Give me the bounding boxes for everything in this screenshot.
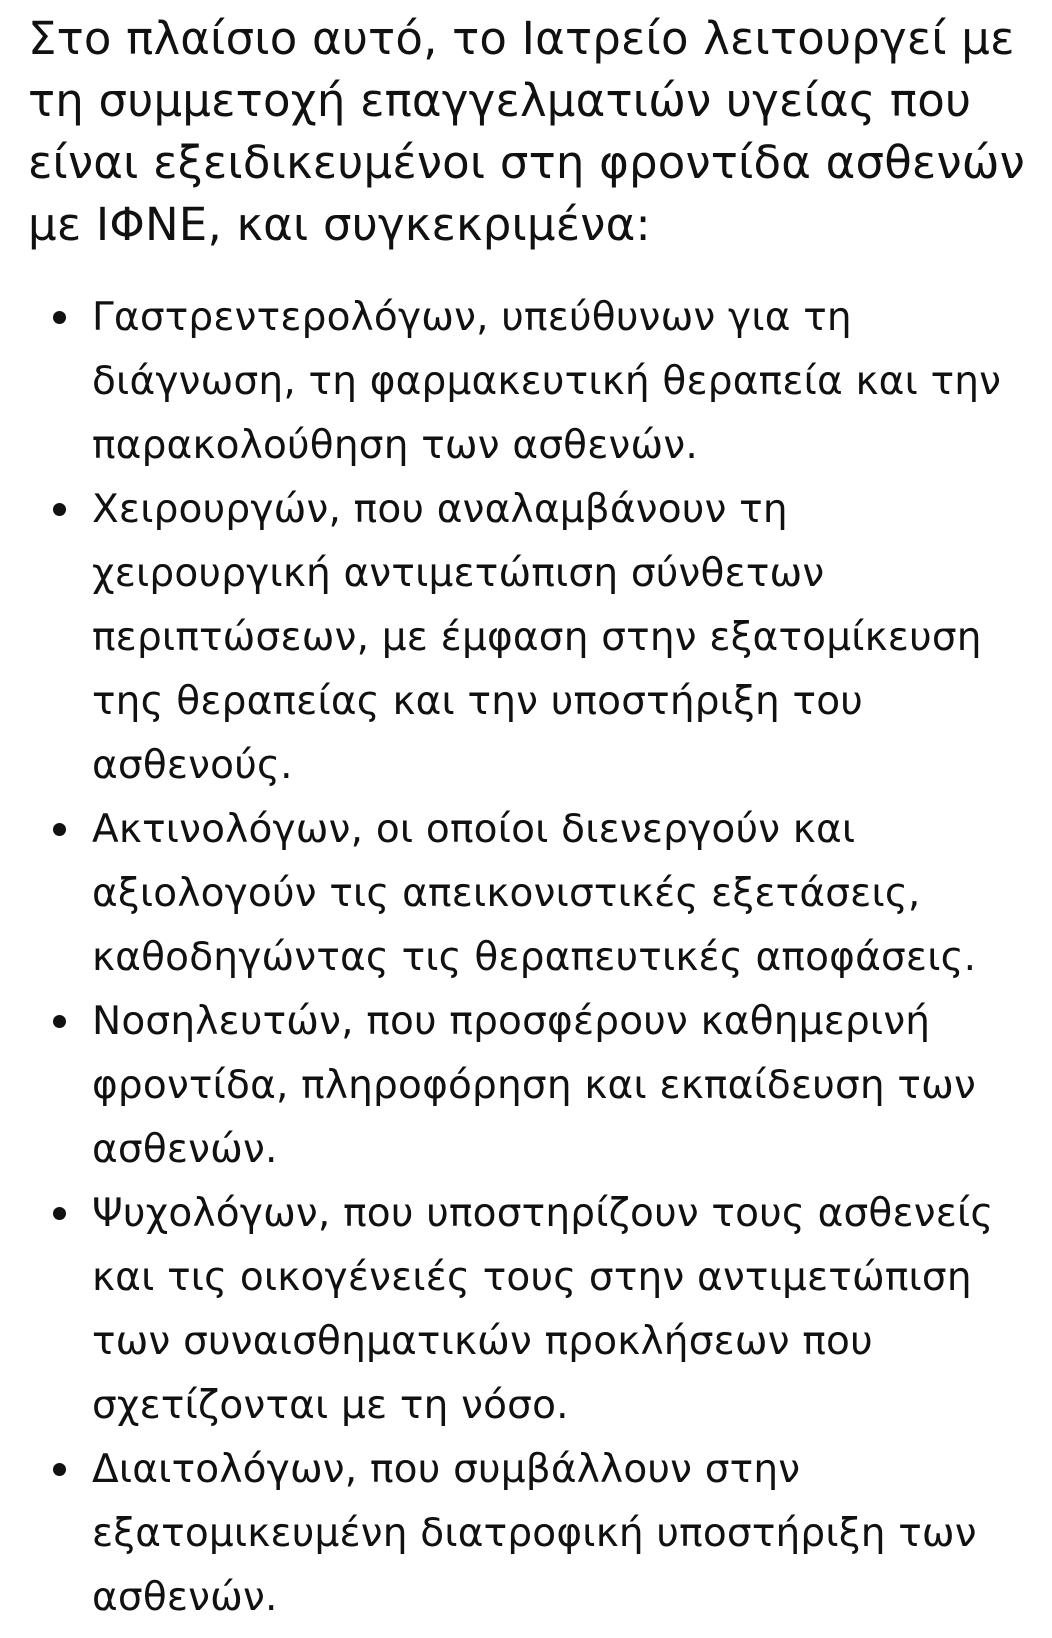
bullet-icon [53, 1463, 66, 1476]
list-item-text: Ψυχολόγων, που υποστηρίζουν τους ασθενείς και τις οικογένειές τους στην αντιμετώπιση των συναισθηματικών προκλήσεων που σχετίζονται με τη νόσο. [92, 1191, 994, 1428]
list-item-text: Ακτινολόγων, οι οποίοι διενεργούν και αξιολογούν τις απεικονιστικές εξετάσεις, καθοδηγώντας τις θεραπευτικές αποφάσεις. [92, 807, 977, 980]
intro-paragraph: Στο πλαίσιο αυτό, το Ιατρείο λειτουργεί με τη συμμετοχή επαγγελματιών υγείας που είναι εξειδικευμένοι στη φροντίδα ασθενών με ΙΦΝΕ, και συγκεκριμένα: [28, 12, 1026, 251]
bullet-icon [53, 1015, 66, 1028]
list-item-psychologists [28, 1182, 1028, 1438]
bullet-icon [53, 1207, 66, 1220]
list-item-nurses [28, 990, 1028, 1182]
list-item-text: Χειρουργών, που αναλαμβάνουν τη χειρουργική αντιμετώπιση σύνθετων περιπτώσεων, με έμφαση στην εξατομίκευση της θεραπείας και την υποστήριξη του ασθενούς. [92, 487, 982, 788]
list-item-gastroenterologists [28, 286, 1028, 478]
list-item-text: Γαστρεντερολόγων, υπεύθυνων για τη διάγνωση, τη φαρμακευτική θεραπεία και την παρακολούθηση των ασθενών. [92, 295, 1002, 468]
bullet-icon [53, 311, 66, 324]
specialist-list [28, 286, 1028, 1630]
list-item-radiologists [28, 798, 1028, 990]
bullet-icon [53, 823, 66, 836]
list-item-surgeons [28, 478, 1028, 798]
list-item-text: Νοσηλευτών, που προσφέρουν καθημερινή φροντίδα, πληροφόρηση και εκπαίδευση των ασθενών. [92, 999, 976, 1172]
bullet-icon [53, 503, 66, 516]
list-item-text: Διαιτολόγων, που συμβάλλουν στην εξατομικευμένη διατροφική υποστήριξη των ασθενών. [92, 1447, 977, 1620]
list-item-dietitians [28, 1438, 1028, 1630]
